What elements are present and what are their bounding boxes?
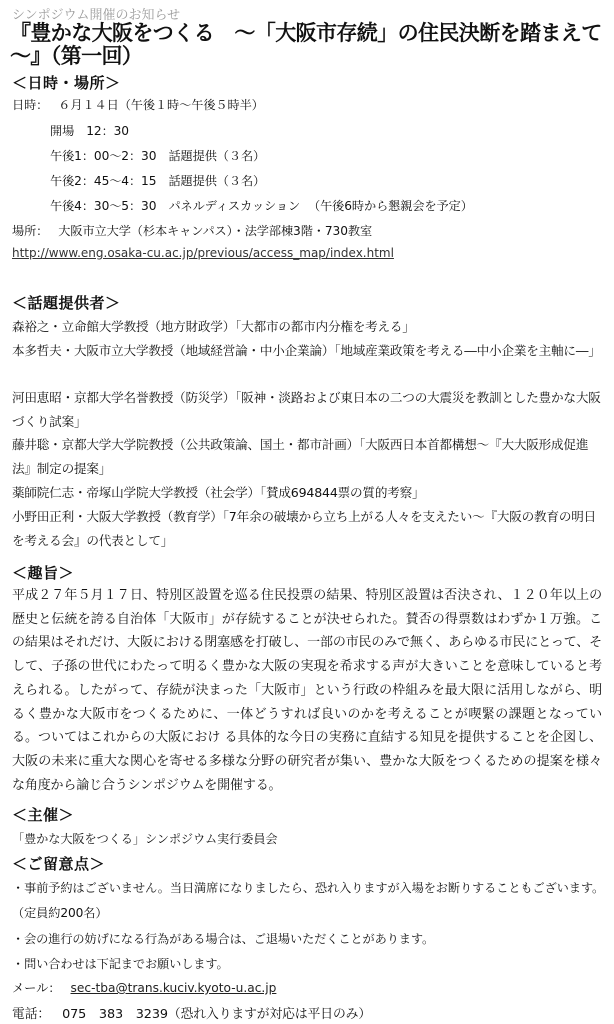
date-value: ６月１４日（午後１時～午後５時半） bbox=[58, 98, 264, 112]
schedule-item-session1: 午後1：00～2：30 話題提供（３名） bbox=[50, 149, 266, 163]
notice-label: シンポジウム開催のお知らせ bbox=[12, 8, 181, 23]
speaker-item: 藤井聡・京都大学大学院教授（公共政策論、国土・都市計画）「大阪西日本首都構想～『大大阪形成促進法』制定の提案」 bbox=[12, 437, 589, 476]
mail-link[interactable]: sec-tba@trans.kuciv.kyoto-u.ac.jp bbox=[70, 981, 277, 995]
organizer-name: 「豊かな大阪をつくる」シンポジウム実行委員会 bbox=[12, 832, 278, 846]
date-line bbox=[12, 96, 264, 113]
schedule-item-open: 開場 12：30 bbox=[50, 124, 129, 138]
schedule-heading: ＜日時・場所＞ bbox=[12, 74, 121, 92]
note-item: ・会の進行の妨げになる行為がある場合は、ご退場いただくことがあります。 bbox=[12, 932, 435, 946]
speakers-heading: ＜話題提供者＞ bbox=[12, 294, 121, 312]
notes-heading: ＜ご留意点＞ bbox=[12, 855, 106, 873]
phone-line bbox=[12, 1003, 371, 1022]
speaker-item: 小野田正利・大阪大学教授（教育学）「7年余の破壊から立ち上がる人々を支えたい～『大阪の教育の明日を考える会』の代表として」 bbox=[12, 509, 597, 548]
place-value: 大阪市立大学（杉本キャンパス）・法学部棟3階・730教室 bbox=[58, 224, 373, 238]
note-item: ・問い合わせは下記までお願いします。 bbox=[12, 957, 229, 971]
place-label: 場所： bbox=[12, 224, 49, 238]
mail-label: メール： bbox=[12, 981, 61, 995]
speaker-item: 薬師院仁志・帝塚山学院大学教授（社会学）「賛成694844票の質的考察」 bbox=[12, 485, 425, 500]
purpose-heading: ＜趣旨＞ bbox=[12, 564, 75, 582]
party-note: （午後6時から懇親会を予定） bbox=[308, 199, 473, 213]
note-item: ・事前予約はございません。当日満席になりましたら、恐れ入りますが入場をお断りすることもございます。 bbox=[12, 881, 605, 895]
date-label: 日時： bbox=[12, 98, 49, 112]
phone-value: 075 383 3239（恐れ入りますが対応は平日のみ） bbox=[62, 1007, 372, 1022]
speaker-item: 河田恵昭・京都大学名誉教授（防災学）「阪神・淡路および東日本の二つの大震災を教訓とした豊かな大阪づくり試案」 bbox=[12, 390, 601, 429]
mail-line bbox=[12, 979, 276, 996]
schedule-item-panel: 午後4：30～5：30 パネルディスカッション bbox=[50, 199, 301, 213]
phone-label: 電話： bbox=[12, 1007, 51, 1022]
place-line bbox=[12, 222, 372, 239]
speaker-item: 本多哲夫・大阪市立大学教授（地域経営論・中小企業論）「地域産業政策を考える―中小企業を主軸に―」 bbox=[12, 343, 601, 358]
speaker-item: 森裕之・立命館大学教授（地方財政学）「大都市の都市内分権を考える」 bbox=[12, 319, 415, 334]
purpose-text: 平成２７年５月１７日、特別区設置を巡る住民投票の結果、特別区設置は否決され、１２０年以上の歴史と伝統を誇る自治体「大阪市」が存続することが決せられた。賛否の得票数はわずか１万強。この結果はそれだけ、大阪における閉塞感を打破し、一部の市民のみで無く、あらゆる市民にとって、そして、子孫の世代にわたって明るく豊かな大阪の実現を希求する声が大きいことを意味していると考えられる。したがって、存続が決まった「大阪市」という行政の枠組みを最大限に活用しながら、明るく豊かな大阪市をつくるために、一体どうすれば良いのかを考えることが喫緊の課題となっている。ついてはこれからの大阪におけ る具体的な今日の実務に直結する知見を提供することを企図し、大阪の未来に重大な関心を寄せる多様な分野の研究者が集い、豊かな大阪をつくるための提案を様々な角度から論じ合うシンポジウムを開催する。 bbox=[12, 588, 602, 793]
organizer-heading: ＜主催＞ bbox=[12, 806, 75, 824]
schedule-item-session2: 午後2：45～4：15 話題提供（３名） bbox=[50, 174, 266, 188]
note-item: （定員約200名） bbox=[12, 906, 108, 920]
page-title: 『豊かな大阪をつくる ～「大阪市存続」の住民決断を踏まえて～』（第一回） bbox=[10, 21, 602, 68]
access-map-link[interactable]: http://www.eng.osaka-cu.ac.jp/previous/access_map/index.html bbox=[12, 246, 394, 260]
